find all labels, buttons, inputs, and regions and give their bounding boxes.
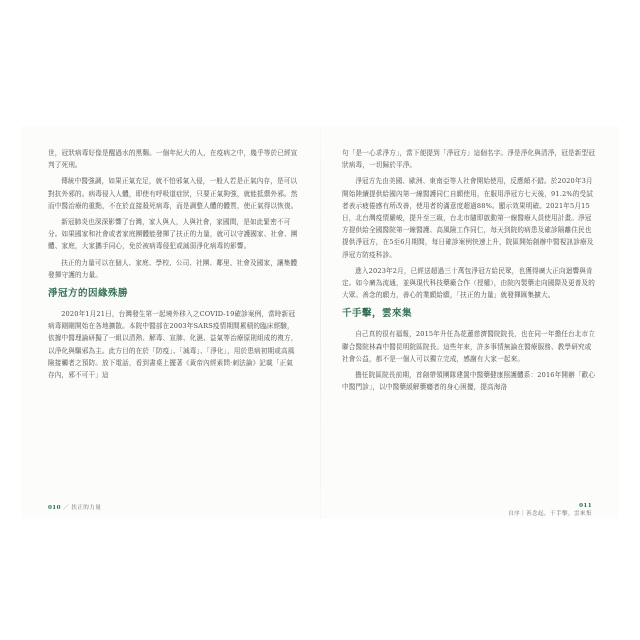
left-paragraph-3: 新冠肺炎也深深影響了台灣，家人與人，人與社會，家國間，是如此緊密不可分。如果國家和社會或者家庭團體能發揮了扶正的力量，就可以守護國家、社會、團體、家庭，大家攜手同心，免於被病毒侵犯或減弱淨化病毒的影響。	[48, 218, 298, 251]
right-body-text	[342, 147, 596, 397]
right-paragraph-5: 擔任院區院長前期，首創帶領團隊建置中醫藥健康照護體系：2016年開辦「歡心中醫門診」，以中醫藥緩解藥癮者的身心困擾，提高海洛	[342, 371, 596, 392]
left-paragraph-5: 2020年1月21日，台灣發生第一起境外移入之COVID-19確診案例，當時新冠病毒剛剛開始在各地擴散。本院中醫部在2003年SARS疫情期間累積的臨床經驗，依據中醫理論研擬了一組以清熱、解毒、宣肺、化濕、益氣等治療原則組成的複方，以淨化與驅邪為主。此方目的在於「防疫」、「減毒」、「淨化」，用於患病初期或高風險接觸者之預防。放下電話，看到書桌上擺著《黃帝內經素問·刺法論》記載「正氣存內，邪不可干」這	[48, 310, 298, 380]
left-paragraph-4: 扶正的力量可以在個人、家庭、學校、公司、社團、鄰里、社會及國家，讓集體發揮守護的力量。	[48, 258, 298, 279]
book-gutter	[320, 127, 321, 518]
left-paragraph-1: 世，冠狀病毒好像是醒過水的黑麵。一個年紀大的人，在疫病之中，幾乎等於已經宣判了死刑。	[48, 149, 298, 170]
left-body-text	[48, 147, 298, 385]
right-paragraph-4: 自己真的很有福報，2015年升任為花蓮慈濟醫院院長，也在同一年擔任台北市立聯合醫院林森中醫昆明院區院長。這些年來，許多事情無論在醫療服務、教學研究或社會公益，都不是一個人可以獨立完成，感謝有大家一起來。	[342, 330, 596, 363]
left-paragraph-2: 傳統中醫強調，如果正氣充足，就不怕邪氣入侵，一般人若是正氣內存，是可以對抗外邪的。病毒侵入人體，即使有呼吸道症狀，只要正氣夠強，就能抵禦外邪。然而中醫治療的重點，不在於直接殺死病毒，而是調整人體的體質，使正氣得以恢復。	[48, 177, 298, 210]
left-running-head: 扶正的力量	[71, 505, 102, 511]
left-folio	[48, 503, 101, 511]
left-page-number: 010	[48, 505, 61, 511]
right-paragraph-2: 淨冠方先由美國、歐洲、東南亞等人社會開始使用，反應頗不錯。於2020年3月開始陸續提供給國內第一線醫護同仁自願使用，在服用淨冠方七天後，91.2%的受試者表示疲倦感有所改善，使用者的滿意度超過88%。顯示效果明確。2021年5月15日，北台灣疫情嚴峻，提升至三級，台北市隨即啟動第一線醫療人員使用計畫。淨冠方提供給全國醫院第一線醫護、高風險工作同仁，每天到院的病患及確診隔離住民也提供淨冠方，在5至6月期間，每日確診案例快速上升，院區開始創辦中醫視訊診療及淨冠方防疫科診。	[342, 177, 594, 259]
right-running-head: 自序｜善念起，千手擊，雲來集	[508, 511, 592, 517]
right-paragraph-3: 進入2023年2月，已經送超過三十萬包淨冠方給民眾，也獲得廣大正向迴響與肯定。如今廣為流通，並與現代科技藥廠合作（授權），由院內製藥走向國際及更普及的大眾。善念的願力，善心的業願給願，「扶正的力量」就發揮匯集擴大。	[342, 266, 595, 300]
right-page-number: 011	[579, 503, 592, 509]
section-heading-jingguanfang: 淨冠方的因緣殊勝	[48, 288, 129, 300]
section-heading-qianshouji: 千手擊，雲來集	[342, 308, 413, 320]
right-paragraph-1: 句「是一心求淨方」，當下便提到「淨冠方」這個名字。淨是淨化與清淨，冠是新型冠狀病毒，一切歸於平淨。	[342, 149, 595, 170]
right-folio	[508, 503, 592, 517]
left-folio-separator: ／	[63, 505, 70, 511]
